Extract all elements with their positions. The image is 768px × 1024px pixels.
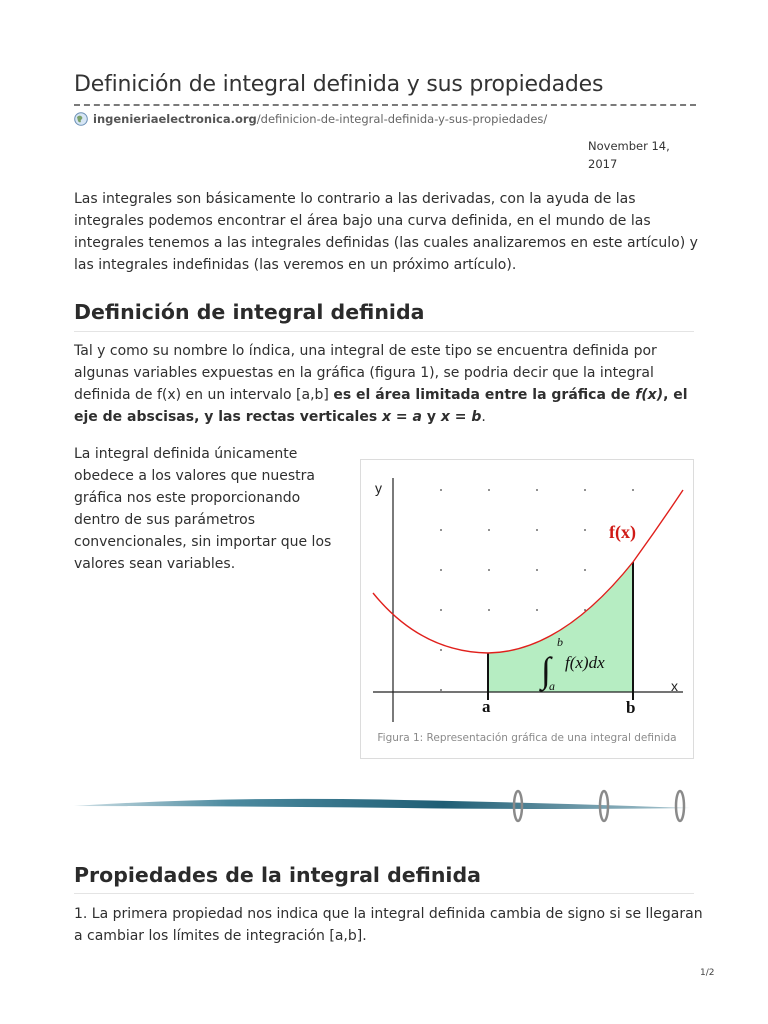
integral-lower: a xyxy=(549,679,555,693)
fx-label: f(x) xyxy=(609,522,636,542)
definition-text: Tal y como su nombre lo índica, una integral de este tipo se encuentra definida por algunas variables expuestas en la gráfica (figura 1), se podria decir que la integral definida de f(x) en un intervalo [a,b] xyxy=(74,343,657,403)
figure-caption: Figura 1: Representación gráfica de una integral definida xyxy=(377,732,677,744)
x-axis-label: x xyxy=(671,678,678,694)
figure-1 xyxy=(360,459,694,759)
integral-sign: ∫ xyxy=(541,650,551,690)
source-url[interactable] xyxy=(74,112,547,126)
integral-paragraph: La integral definida únicamente obedece a los valores que nuestra gráfica nos este proporcionando dentro de sus parámetros convencionales, sin importar que los valores sean variables. xyxy=(74,446,332,572)
integral-graph xyxy=(361,460,693,730)
integral-upper: b xyxy=(557,635,563,649)
section-heading-properties: Propiedades de la integral definida xyxy=(74,863,481,887)
property-1-paragraph: 1. La primera propiedad nos indica que la integral definida cambia de signo si se llegaran a cambiar los límites de integración [a,b]. xyxy=(74,906,703,944)
binder-ring-icon xyxy=(676,791,684,821)
a-label: a xyxy=(482,697,491,716)
y-axis-label: y xyxy=(375,480,382,496)
decorative-divider xyxy=(74,782,694,842)
source-domain[interactable]: ingenieriaelectronica.org xyxy=(93,112,257,126)
globe-icon xyxy=(74,112,88,126)
title-divider xyxy=(74,104,696,106)
section-divider xyxy=(74,893,694,894)
section-divider xyxy=(74,331,694,332)
definition-emphasis: es el área limitada entre la gráfica de f(x), el eje de abscisas, y las rectas verticales x = a y x = b xyxy=(74,387,688,425)
publish-date: November 14, 2017 xyxy=(588,139,670,171)
source-path[interactable]: /definicion-de-integral-definida-y-sus-propiedades/ xyxy=(256,112,548,126)
section-heading-definition: Definición de integral definida xyxy=(74,300,425,324)
intro-paragraph: Las integrales son básicamente lo contrario a las derivadas, con la ayuda de las integrales podemos encontrar el área bajo una curva definida, en el mundo de las integrales tenemos a las integrales definidas (las cuales analizaremos en este artículo) y las integrales indefinidas (las veremos en un próximo artículo). xyxy=(74,191,698,273)
function-curve xyxy=(373,490,683,653)
page-title: Definición de integral definida y sus propiedades xyxy=(74,72,604,97)
integral-area xyxy=(488,562,633,692)
page-number: 1/2 xyxy=(700,968,715,978)
definition-paragraph: Tal y como su nombre lo índica, una integral de este tipo se encuentra definida por algunas variables expuestas en la gráfica (figura 1), se podria decir que la integral definida de f(x) en un intervalo [a,b] es el área limitada entre la gráfica de f(x), el eje de abscisas, y las rectas verticales x = a y x = b. xyxy=(74,343,688,425)
b-label: b xyxy=(626,698,636,717)
integral-expression: f(x)dx xyxy=(565,653,605,672)
